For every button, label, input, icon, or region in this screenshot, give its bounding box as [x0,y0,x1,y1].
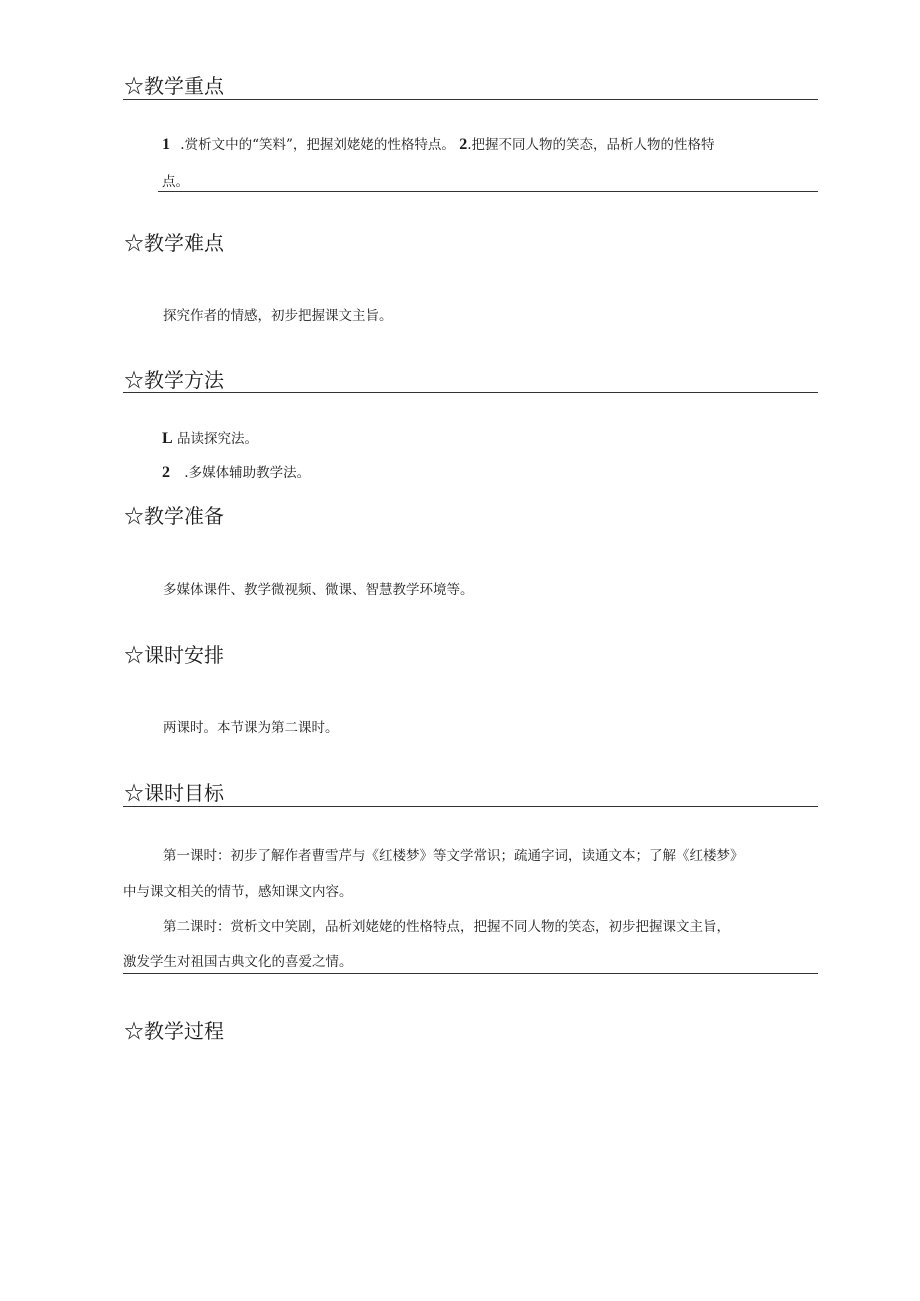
heading-key-points: ☆教学重点 [124,74,224,98]
item-number: 2 [459,136,468,153]
method-1-text: 品读探究法。 [176,431,258,447]
heading-methods: ☆教学方法 [124,368,224,392]
difficulties-text: 探究作者的情感，初步把握课文主旨。 [163,308,393,324]
method-item-1 [162,427,258,448]
item-number: 1 [162,136,170,153]
key-point-1-text: .赏析文中的“笑料”，把握刘姥姥的性格特点。 [180,137,455,153]
heading-preparation: ☆教学准备 [124,504,224,528]
schedule-text: 两课时。本节课为第二课时。 [163,720,339,736]
item-number: L [162,430,173,447]
objectives-p2-line1: 第二课时：赏析文中笑剧，品析刘姥姥的性格特点，把握不同人物的笑态，初步把握课文主旨， [163,919,730,935]
method-2-text: .多媒体辅助教学法。 [184,465,311,481]
objectives-p2-line2: 激发学生对祖国古典文化的喜爱之情。 [123,954,353,970]
heading-objectives: ☆课时目标 [124,781,224,805]
heading-schedule: ☆课时安排 [124,643,224,667]
key-point-2-text: .把握不同人物的笑态，品析人物的性格特 [467,137,715,153]
divider [123,806,818,807]
item-number: 2 [162,464,170,481]
heading-difficulties: ☆教学难点 [124,231,224,255]
divider [158,191,818,192]
key-points-line-1 [162,133,715,154]
heading-process: ☆教学过程 [124,1019,224,1043]
divider [123,392,818,393]
objectives-p1-line2: 中与课文相关的情节，感知课文内容。 [123,884,353,900]
objectives-p1-line1: 第一课时：初步了解作者曹雪芹与《红楼梦》等文学常识；疏通字词，读通文本；了解《红楼梦》 [163,848,744,864]
preparation-text: 多媒体课件、教学微视频、微课、智慧教学环境等。 [163,582,474,598]
key-points-line-2: 点。 [162,174,189,190]
divider [123,973,818,974]
method-item-2 [162,461,310,482]
divider [123,99,818,100]
